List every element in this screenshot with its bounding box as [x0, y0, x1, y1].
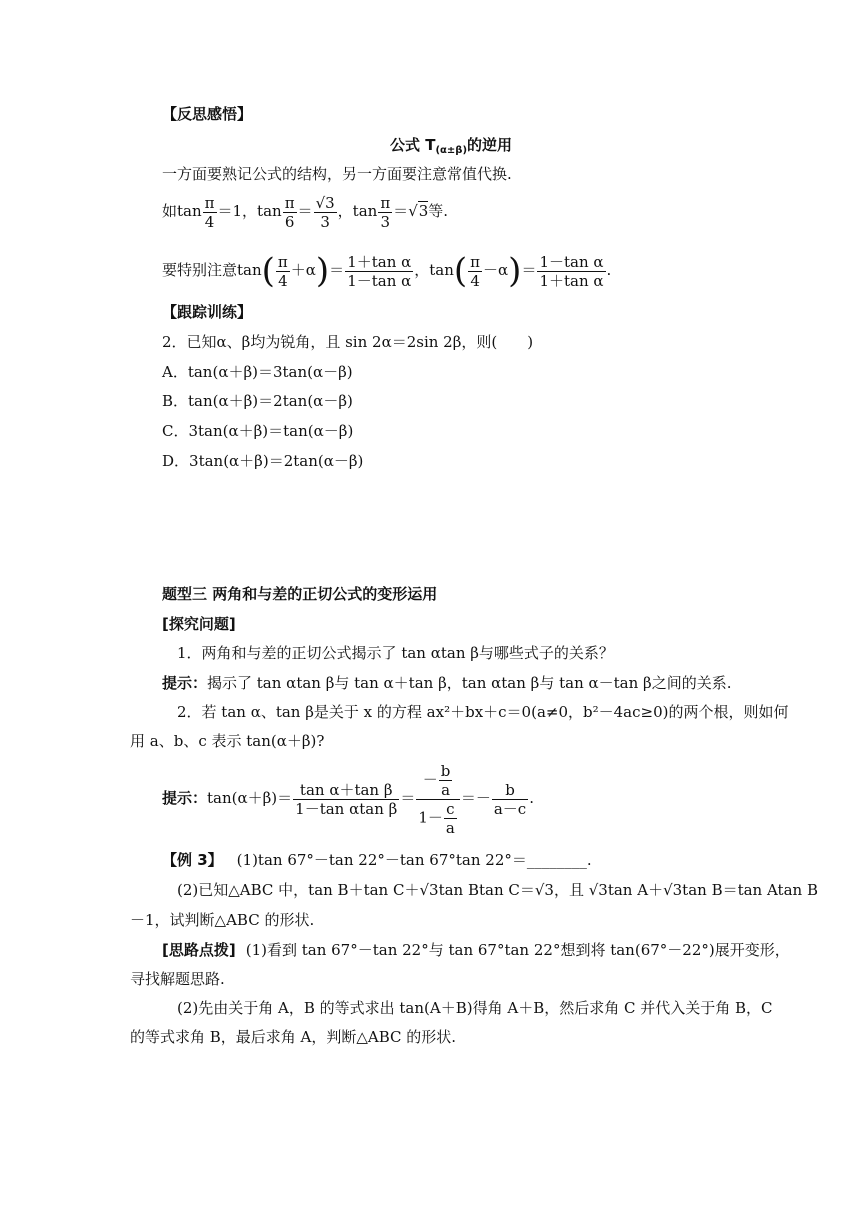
fraction — [444, 800, 457, 837]
fraction — [293, 781, 399, 818]
fraction — [276, 253, 290, 290]
left-paren: ( — [453, 251, 468, 291]
practice-question: 2．已知α、β均为锐角，且 sin 2α＝2sin 2β，则( ) — [162, 333, 534, 351]
numerator: 1＋tan α — [347, 252, 412, 271]
fraction — [345, 253, 413, 290]
formula-title-sub: (α±β) — [435, 145, 468, 156]
numerator: b — [492, 781, 528, 800]
topic3-heading: 题型三 两角和与差的正切公式的变形运用 — [162, 585, 438, 603]
fraction — [283, 194, 297, 231]
text: ＝ — [329, 261, 345, 279]
idea1-line2: 寻找解题思路. — [130, 970, 225, 988]
text: ，tan — [337, 202, 378, 220]
question-1: 1．两角和与差的正切公式揭示了 tan αtan β与哪些式子的关系？ — [177, 644, 614, 662]
fraction — [314, 194, 337, 231]
answer-1 — [162, 673, 732, 693]
numerator: π — [470, 252, 481, 271]
option-a: A．tan(α＋β)＝3tan(α－β) — [162, 363, 353, 381]
question-2-line2: 用 a、b、c 表示 tan(α＋β)? — [130, 732, 325, 750]
text: 如tan — [162, 202, 202, 220]
text: ＝1，tan — [217, 202, 282, 220]
text: ＋α — [290, 261, 316, 279]
hint-label: 提示： — [162, 789, 208, 807]
numerator: c — [444, 800, 457, 819]
denominator: 1－tan α — [347, 271, 412, 290]
reflection-heading: 【反思感悟】 — [162, 105, 253, 123]
idea1-text: (1)看到 tan 67°－tan 22°与 tan 67°tan 22°想到将 tan(67°－22°)展开变形， — [245, 941, 790, 959]
text: ＝ — [521, 261, 537, 279]
denominator — [416, 800, 460, 837]
numerator: tan α＋tan β — [293, 781, 399, 800]
text: ＝ — [297, 202, 313, 220]
reflection-line1: 一方面要熟记公式的结构，另一方面要注意常值代换. — [162, 165, 512, 183]
denominator: a－c — [493, 799, 527, 818]
denominator: a — [445, 818, 455, 837]
text: 1－ — [418, 808, 443, 826]
numerator: π — [277, 252, 288, 271]
text: ＝ — [393, 202, 409, 220]
option-c: C．3tan(α＋β)＝tan(α－β) — [162, 422, 354, 440]
formula-title-tail: 的逆用 — [467, 136, 513, 154]
text: ，tan — [414, 261, 454, 279]
text: －α — [483, 261, 509, 279]
text: . — [529, 789, 534, 807]
denominator: 3 — [380, 212, 391, 231]
denominator: 4 — [278, 271, 288, 290]
denominator: 3 — [320, 212, 330, 231]
numerator: π — [284, 193, 295, 212]
formula-title — [390, 135, 512, 161]
fraction — [378, 194, 392, 231]
idea2-line2: 的等式求角 B，最后求角 A，判断△ABC 的形状. — [130, 1028, 457, 1046]
example3-part2-line1: (2)已知△ABC 中，tan B＋tan C＋√3tan Btan C＝√3，且 √3tan A＋√3tan B＝tan Atan B — [177, 881, 818, 899]
example3-part1-text: (1)tan 67°－tan 22°－tan 67°tan 22°＝________. — [236, 851, 592, 869]
text: ＝ — [400, 789, 416, 807]
text: ＝－ — [460, 789, 491, 807]
text: tan(α＋β)＝ — [207, 789, 293, 807]
numerator: π — [380, 193, 391, 212]
idea-label: [思路点拨] — [162, 941, 236, 959]
sqrt-symbol: √ — [408, 202, 418, 220]
fraction — [203, 194, 217, 231]
numerator: √3 — [315, 193, 335, 212]
minus: － — [422, 770, 438, 788]
right-paren: ) — [315, 251, 330, 291]
denominator: 1＋tan α — [539, 271, 604, 290]
reflection-line3 — [162, 248, 611, 292]
fraction — [468, 253, 482, 290]
idea2-line1: (2)先由关于角 A，B 的等式求出 tan(A＋B)得角 A＋B，然后求角 C 并代入关于角 B，C — [177, 999, 773, 1017]
text: 等. — [428, 202, 449, 220]
denominator: 4 — [470, 271, 480, 290]
left-paren: ( — [261, 251, 275, 291]
denominator: a — [441, 780, 451, 799]
answer-1-text: 揭示了 tan αtan β与 tan α＋tan β，tan αtan β与 tan α－tan β之间的关系. — [207, 674, 732, 692]
numerator: 1－tan α — [539, 252, 604, 271]
answer-2 — [162, 760, 534, 837]
option-d: D．3tan(α＋β)＝2tan(α－β) — [162, 452, 364, 470]
sqrt-value: 3 — [418, 202, 429, 220]
example3-part1 — [162, 850, 592, 870]
reflection-line2 — [162, 192, 448, 231]
example3-label: 【例 3】 — [162, 851, 223, 869]
text: . — [606, 261, 612, 279]
formula-title-main: 公式 T — [390, 136, 436, 154]
option-b: B．tan(α＋β)＝2tan(α－β) — [162, 392, 353, 410]
fraction — [439, 762, 453, 799]
idea-line1 — [162, 940, 790, 960]
complex-fraction — [416, 762, 460, 837]
fraction — [537, 253, 605, 290]
denominator: 4 — [204, 212, 215, 231]
example3-part2-line2: －1，试判断△ABC 的形状. — [130, 911, 315, 929]
explore-heading: [探究问题] — [162, 615, 236, 633]
practice-heading: 【跟踪训练】 — [162, 303, 253, 321]
question-2-line1: 2．若 tan α、tan β是关于 x 的方程 ax²＋bx＋c＝0(a≠0，b²－4ac≥0)的两个根，则如何 — [177, 703, 789, 721]
hint-label: 提示： — [162, 674, 208, 692]
numerator: π — [204, 193, 215, 212]
denominator: 6 — [284, 212, 295, 231]
numerator: b — [440, 761, 451, 780]
numerator — [416, 762, 460, 800]
fraction — [492, 781, 528, 818]
right-paren: ) — [508, 251, 522, 291]
text: 要特别注意tan — [162, 261, 262, 279]
denominator: 1－tan αtan β — [295, 799, 398, 818]
